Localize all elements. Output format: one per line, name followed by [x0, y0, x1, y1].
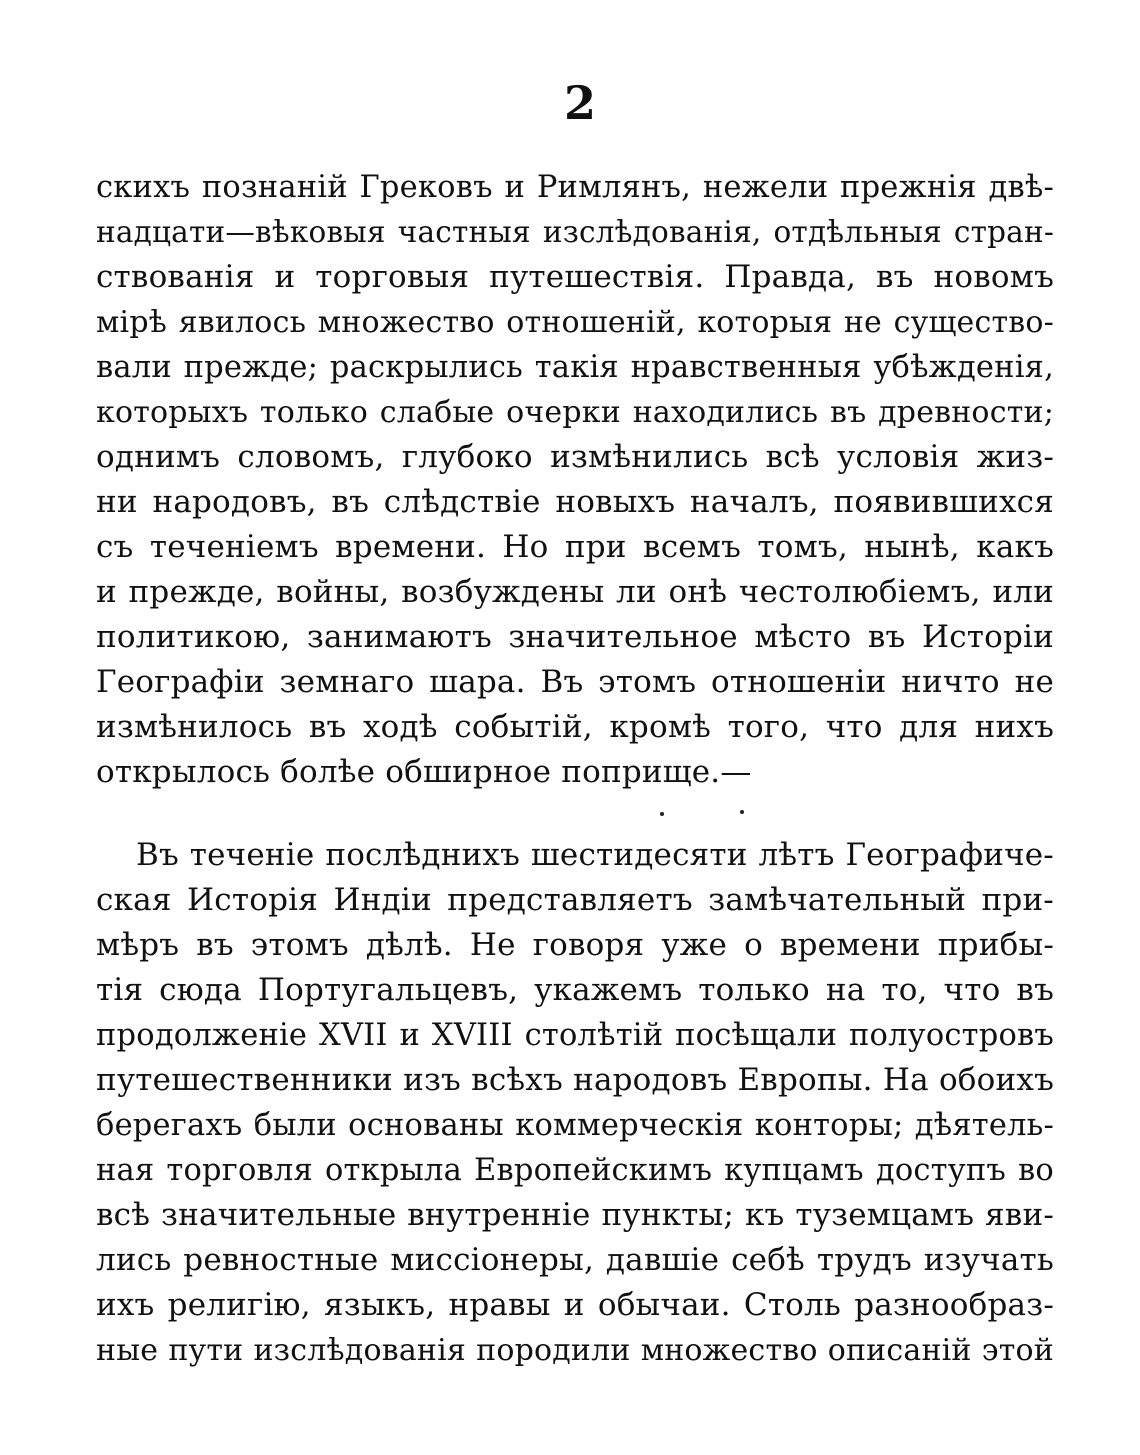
- text-line: политикою, занимаютъ значительное мѣсто въ Исторіи: [96, 619, 1054, 655]
- text-line: мѣръ въ этомъ дѣлѣ. Не говоря уже о времени прибы-: [96, 927, 1054, 963]
- text-line: надцати—вѣковыя частныя изслѣдованія, отдѣльныя стран-: [96, 215, 1054, 249]
- page-number: 2: [563, 76, 596, 130]
- text-line: путешественники изъ всѣхъ народовъ Европы. На обоихъ: [96, 1062, 1054, 1098]
- text-line: ихъ религію, языкъ, нравы и обычаи. Столь разнообраз-: [96, 1287, 1054, 1323]
- text-line: измѣнилось въ ходѣ событій, кромѣ того, что для нихъ: [96, 709, 1054, 745]
- text-line: ская Исторія Индіи представляетъ замѣчательный при-: [96, 882, 1054, 918]
- text-line: ни народовъ, въ слѣдствіе новыхъ началъ, появившихся: [96, 484, 1054, 520]
- text-line: продолженіе XVII и XVIII столѣтій посѣщали полуостровъ: [96, 1018, 1054, 1053]
- text-line: ные пути изслѣдованія породили множество описаній этой: [96, 1333, 1054, 1368]
- paragraph-1: [96, 165, 1054, 795]
- text-line: ная торговля открыла Европейскимъ купцамъ доступъ во: [96, 1153, 1054, 1188]
- text-line: ствованія и торговыя путешествія. Правда, въ новомъ: [96, 259, 1054, 295]
- paragraph-2: [96, 833, 1054, 1373]
- print-speck: [660, 812, 664, 816]
- text-line: открылось болѣе обширное поприще.—: [96, 754, 752, 790]
- text-line: и прежде, войны, возбуждены ли онѣ честолюбіемъ, или: [96, 574, 1054, 610]
- text-line: всѣ значительные внутренніе пункты; къ туземцамъ яви-: [96, 1197, 1054, 1233]
- text-line: однимъ словомъ, глубоко измѣнились всѣ условія жиз-: [96, 439, 1054, 475]
- text-line: съ теченіемъ времени. Но при всемъ томъ, нынѣ, какъ: [96, 529, 1054, 565]
- text-line: мірѣ явилось множество отношеній, которыя не существо-: [96, 305, 1054, 340]
- text-line: вали прежде; раскрылись такія нравственныя убѣжденія,: [96, 350, 1054, 385]
- text-line: Географіи земнаго шара. Въ этомъ отношеніи ничто не: [96, 664, 1054, 700]
- text-line: тія сюда Португальцевъ, укажемъ только на то, что въ: [96, 972, 1054, 1008]
- text-line: скихъ познаній Грековъ и Римлянъ, нежели прежнія двѣ-: [96, 170, 1054, 205]
- text-line: берегахъ были основаны коммерческія конторы; дѣятель-: [96, 1108, 1054, 1143]
- text-line: которыхъ только слабые очерки находились въ древности;: [96, 395, 1054, 430]
- text-line: лись ревностные миссіонеры, давшіе себѣ трудъ изучать: [96, 1242, 1054, 1278]
- text-line: Въ теченіе послѣднихъ шестидесяти лѣтъ Географиче-: [136, 837, 1054, 873]
- print-speck: [740, 810, 744, 814]
